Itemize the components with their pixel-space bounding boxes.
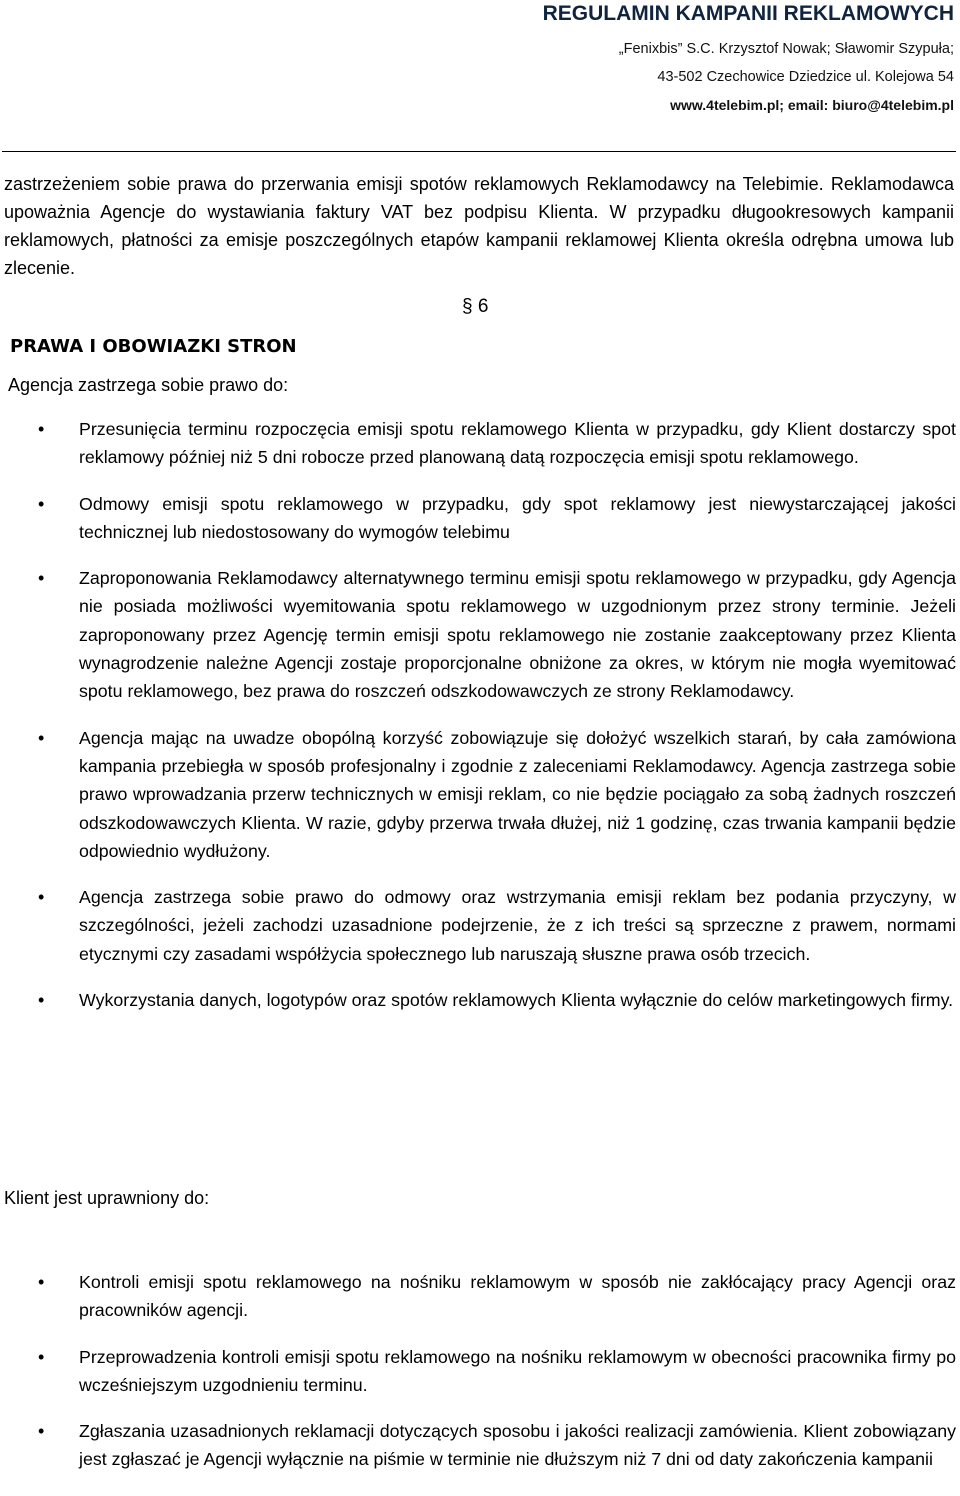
list-item <box>0 1417 960 1474</box>
agency-rights-heading: Agencja zastrzega sobie prawo do: <box>8 375 289 395</box>
list-item-text: Agencja mając na uwadze obopólną korzyść zobowiązuje się dołożyć wszelkich starań, by cała zamówiona kampania przebiegła w sposób profesjonalny i zgodnie z zaleceniami Reklamodawcy. Agencja zastrzega sobie prawo wprowadzania przerw technicznych w emisji reklam, co nie będzie pociągało za sobą żadnych roszczeń odszkodowawczych Klienta. W razie, gdyby przerwa trwała dłużej, niż 1 godzinę, czas trwania kampanii będzie odpowiednio wydłużony. <box>79 727 956 861</box>
bullet-icon: • <box>38 1272 45 1292</box>
agency-rights-list <box>0 415 960 1032</box>
list-item <box>0 490 960 547</box>
header-address: 43-502 Czechowice Dziedzice ul. Kolejowa 54 <box>657 69 954 85</box>
section-number: § 6 <box>462 296 489 317</box>
list-item-text: Odmowy emisji spotu reklamowego w przypadku, gdy spot reklamowy jest niewystarczającej jakości technicznej lub niedostosowany do wymogów telebimu <box>79 493 956 542</box>
header-divider <box>2 151 956 152</box>
client-rights-list <box>0 1268 960 1492</box>
section-title: PRAWA I OBOWIAZKI STRON <box>10 336 297 357</box>
bullet-icon: • <box>38 1421 45 1442</box>
header-contact: www.4telebim.pl; email: biuro@4telebim.pl <box>670 97 954 113</box>
list-item-text: Wykorzystania danych, logotypów oraz spotów reklamowych Klienta wyłącznie do celów marketingowych firmy. <box>79 990 954 1011</box>
list-item-text: Przesunięcia terminu rozpoczęcia emisji spotu reklamowego Klienta w przypadku, gdy Klient dostarczy spot reklamowy później niż 5 dni robocze przed planowaną datą rozpoczęcia emisji spotu reklamowego. <box>79 419 956 468</box>
list-item <box>0 1343 960 1400</box>
bullet-icon: • <box>38 568 45 589</box>
list-item <box>0 564 960 705</box>
list-item <box>0 724 960 865</box>
list-item-text: Zaproponowania Reklamodawcy alternatywnego terminu emisji spotu reklamowego w przypadku, gdy Agencja nie posiada możliwości wyemitowania spotu reklamowego w uzgodnionym przez strony terminie. Jeżeli zaproponowany przez Agencję termin emisji spotu reklamowego nie zostanie zaakceptowany przez Klienta wynagrodzenie należne Agencji zostaje proporcjonalne obniżone za okres, w którym nie mogła wyemitować spotu reklamowego, bez prawa do roszczeń odszkodowawczych ze strony Reklamodawcy. <box>79 568 956 702</box>
bullet-icon: • <box>38 887 45 908</box>
header-company: „Fenixbis” S.C. Krzysztof Nowak; Sławomir Szypuła; <box>618 41 954 57</box>
bullet-icon: • <box>38 1346 45 1367</box>
list-item <box>0 1268 960 1325</box>
list-item <box>0 415 960 472</box>
bullet-icon: • <box>38 493 45 514</box>
bullet-icon: • <box>38 990 45 1011</box>
list-item-text: Kontroli emisji spotu reklamowego na nośniku reklamowym w sposób nie zakłócający pracy Agencji oraz pracowników agencji. <box>79 1272 956 1321</box>
list-item-text: Przeprowadzenia kontroli emisji spotu reklamowego na nośniku reklamowym w obecności pracownika firmy po wcześniejszym uzgodnieniu terminu. <box>79 1346 956 1395</box>
intro-paragraph: zastrzeżeniem sobie prawa do przerwania emisji spotów reklamowych Reklamodawcy na Telebimie. Reklamodawca upoważnia Agencje do wystawiania faktury VAT bez podpisu Klienta. W przypadku długookresowych kampanii reklamowych, płatności za emisje poszczególnych etapów kampanii reklamowej Klienta określa odrębna umowa lub zlecenie. <box>4 174 954 278</box>
list-item-text: Zgłaszania uzasadnionych reklamacji dotyczących sposobu i jakości realizacji zamówienia. Klient zobowiązany jest zgłaszać je Agencji wyłącznie na piśmie w terminie nie dłuższym niż 7 dni od daty zakończenia kampanii <box>79 1421 956 1470</box>
header-title: REGULAMIN KAMPANII REKLAMOWYCH <box>542 2 954 25</box>
list-item <box>0 986 960 1014</box>
client-rights-heading: Klient jest uprawniony do: <box>4 1188 210 1208</box>
list-item-text: Agencja zastrzega sobie prawo do odmowy oraz wstrzymania emisji reklam bez podania przyczyny, w szczególności, jeżeli zachodzi uzasadnione podejrzenie, że z ich treści są sprzeczne z prawem, normami etycznymi czy zasadami współżycia społecznego lub naruszają słuszne prawa osób trzecich. <box>79 887 956 964</box>
bullet-icon: • <box>38 727 45 748</box>
document-header <box>543 0 954 114</box>
list-item <box>0 883 960 968</box>
bullet-icon: • <box>38 419 45 439</box>
